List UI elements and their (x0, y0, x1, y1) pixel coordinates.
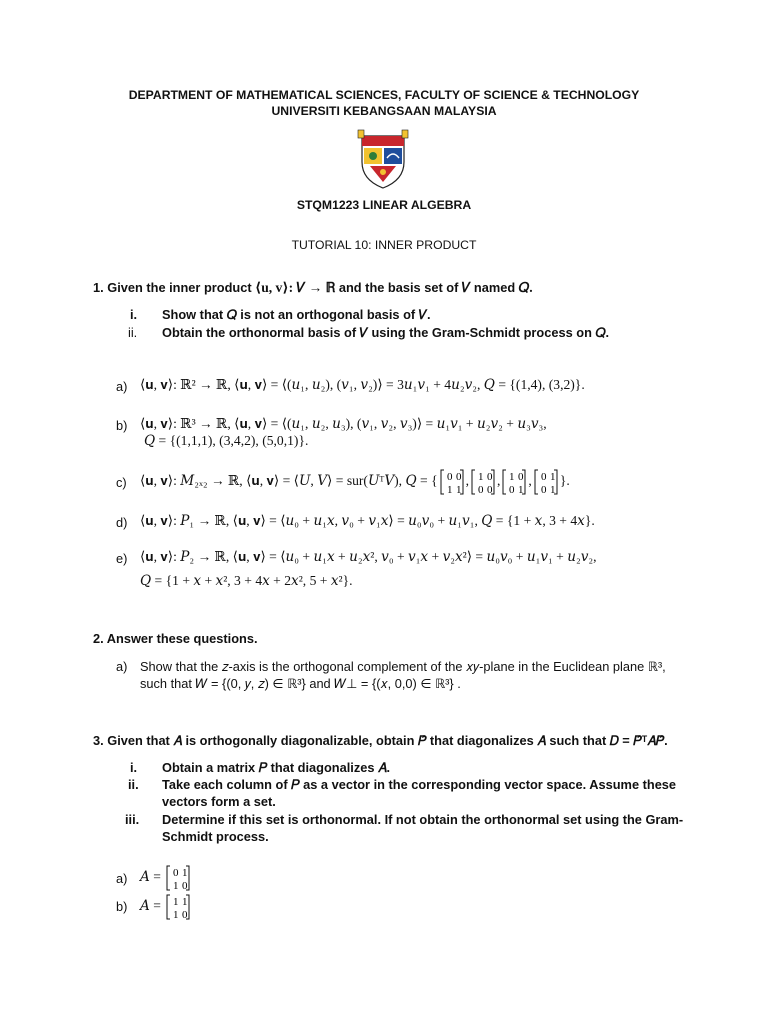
matrix-entry: 1 (173, 908, 179, 921)
q3-sub-ii-line2: vectors form a set. (162, 794, 276, 809)
matrix-entry: 0 (518, 470, 524, 483)
matrix-entry: 0 (487, 483, 493, 496)
q1-part-b-basis: 𝑄 = {(1,1,1), (3,4,2), (5,0,1)}. (144, 433, 309, 448)
q3-sub-i-number: i. (130, 760, 138, 775)
comma: , (465, 473, 470, 488)
matrix-entry: 0 (540, 470, 547, 483)
matrix-entry: 0 (446, 470, 453, 483)
matrix-a (165, 864, 191, 892)
matrix-entry: 0 (478, 483, 484, 496)
left-bracket (167, 895, 170, 919)
question-number: 1. (93, 280, 104, 295)
matrix-entry: 0 (173, 866, 179, 879)
matrix-entry: 1 (182, 866, 188, 879)
matrix-entry: 1 (518, 483, 524, 496)
left-bracket (503, 470, 506, 494)
q3-sub-i-text: Obtain a matrix 𝑃 that diagonalizes 𝐴. (162, 760, 391, 775)
matrix-entry: 0 (182, 879, 188, 892)
matrix-entry: 1 (446, 483, 453, 496)
comma: , (528, 473, 532, 488)
q1-part-d-expression: ⟨𝐮, 𝐯⟩: 𝑃₁ → ℝ, ⟨𝐮, 𝐯⟩ = ⟨𝑢₀ + 𝑢₁𝑥, 𝑣₀ + 𝑣₁𝑥⟩ = 𝑢₀𝑣₀ + 𝑢₁𝑣₁, 𝑄 = {1 + 𝑥, 3 + 4𝑥}. (140, 513, 595, 528)
q1-part-a-expression: ⟨𝐮, 𝐯⟩: ℝ² → ℝ, ⟨𝐮, 𝐯⟩ = ⟨(𝑢₁, 𝑢₂), (𝑣₁, 𝑣₂)⟩ = 3𝑢₁𝑣₁ + 4𝑢₂𝑣₂, 𝑄 = {(1,4), (3,2)}. (140, 377, 585, 392)
basis-matrix-3 (501, 468, 527, 496)
q3-sub-iii-number: iii. (125, 812, 140, 827)
matrix-entry: 1 (478, 470, 484, 483)
comma: , (497, 473, 501, 488)
q3-sub-ii-line1: Take each column of 𝑃 as a vector in the corresponding vector space. Assume these (162, 777, 677, 792)
matrix-entry: 0 (540, 483, 547, 496)
question-2-heading: 2. Answer these questions. (93, 631, 258, 646)
university-title: UNIVERSITI KEBANGSAAN MALAYSIA (271, 104, 497, 118)
question-1-heading: 1. Given the inner product ⟨u, v⟩: 𝑉 → ℝ and the basis set of 𝑉 named 𝑄. (93, 280, 533, 295)
q1-sub-i-text: Show that 𝑄 is not an orthogonal basis of 𝑉. (162, 307, 431, 322)
q1-sub-ii-text: Obtain the orthonormal basis of 𝑉 using the Gram-Schmidt process on 𝑄. (162, 325, 610, 340)
matrix-entry: 1 (549, 470, 556, 483)
q1-part-c-matrices (438, 470, 560, 496)
q2-part-a-label: a) (116, 659, 128, 674)
q1-part-d-label: d) (116, 515, 128, 530)
matrix-entry: 1 (549, 483, 556, 496)
matrix-entry: 1 (182, 895, 188, 908)
university-crest-logo (356, 128, 410, 190)
q3-sub-iii-line1: Determine if this set is orthonormal. If not obtain the orthonormal set using the Gram- (162, 812, 684, 827)
q1-part-e-label: e) (116, 551, 128, 566)
matrix-entry: 1 (173, 895, 179, 908)
q3-part-a-label: a) (116, 871, 128, 886)
q1-part-a-label: a) (116, 379, 128, 394)
left-bracket (441, 470, 444, 494)
matrix-entry: 1 (509, 470, 515, 483)
left-bracket (472, 470, 475, 494)
left-bracket (167, 866, 170, 890)
basis-matrix-2 (470, 468, 496, 496)
matrix-entry: 0 (509, 483, 515, 496)
tutorial-title: TUTORIAL 10: INNER PRODUCT (291, 238, 477, 252)
basis-matrix-1 (439, 468, 465, 496)
q1-part-c-expression: ⟨𝐮, 𝐯⟩: 𝑀₂ₓ₂ → ℝ, ⟨𝐮, 𝐯⟩ = ⟨𝑈, 𝑉⟩ = sur(𝑈ᵀ𝑉), 𝑄 = { 0 0 1 1 , 1 0 0 0 , 1 0 0 1 , 0 1 0 1 }. (140, 466, 570, 496)
q1-sub-i-number: i. (130, 307, 138, 322)
q3-part-b-expression: 𝐴 = 1 1 1 0 (140, 891, 192, 921)
q2-part-a-line1: Show that the 𝑧-axis is the orthogonal complement of the 𝑥𝑦-plane in the Euclidean plane ℝ³, (140, 659, 666, 674)
matrix-entry: 1 (173, 879, 179, 892)
q3-part-a-expression: 𝐴 = 0 1 1 0 (140, 862, 192, 892)
matrix-entry: 1 (455, 483, 462, 496)
question-3-heading: 3. Given that 𝐴 is orthogonally diagonalizable, obtain 𝑃̂ that diagonalizes 𝐴 such that 𝐷 = 𝑃̂ᵀ𝐴𝑃̂. (93, 733, 668, 748)
basis-matrix-4 (533, 468, 559, 496)
matrix-entry: 0 (182, 908, 188, 921)
q3-sub-iii-line2: Schmidt process. (162, 829, 269, 844)
q1-part-c-label: c) (116, 475, 127, 490)
matrix-entry: 0 (487, 470, 493, 483)
q3-sub-ii-number: ii. (128, 777, 139, 792)
q3-part-b-label: b) (116, 899, 128, 914)
q2-part-a-line2: such that 𝑊 = {(0, 𝑦, 𝑧) ∈ ℝ³} and 𝑊⊥ = {(𝑥, 0,0) ∈ ℝ³} . (140, 676, 461, 691)
q1-part-b-expression: ⟨𝐮, 𝐯⟩: ℝ³ → ℝ, ⟨𝐮, 𝐯⟩ = ⟨(𝑢₁, 𝑢₂, 𝑢₃), (𝑣₁, 𝑣₂, 𝑣₃)⟩ = 𝑢₁𝑣₁ + 𝑢₂𝑣₂ + 𝑢₃𝑣₃, (140, 416, 547, 431)
course-title: STQM1223 LINEAR ALGEBRA (296, 198, 472, 212)
department-title: DEPARTMENT OF MATHEMATICAL SCIENCES, FACULTY OF SCIENCE & TECHNOLOGY (128, 88, 640, 102)
q1-part-e-expression: ⟨𝐮, 𝐯⟩: 𝑃₂ → ℝ, ⟨𝐮, 𝐯⟩ = ⟨𝑢₀ + 𝑢₁𝑥 + 𝑢₂𝑥², 𝑣₀ + 𝑣₁𝑥 + 𝑣₂𝑥²⟩ = 𝑢₀𝑣₀ + 𝑢₁𝑣₁ + 𝑢₂𝑣₂, (140, 549, 597, 564)
matrix-entry: 0 (455, 470, 462, 483)
q1-sub-ii-number: ii. (128, 325, 138, 340)
q1-part-e-basis: 𝑄 = {1 + 𝑥 + 𝑥², 3 + 4𝑥 + 2𝑥², 5 + 𝑥²}. (140, 573, 353, 588)
left-bracket (535, 470, 538, 494)
q1-part-b-label: b) (116, 418, 128, 433)
matrix-b (165, 893, 191, 921)
